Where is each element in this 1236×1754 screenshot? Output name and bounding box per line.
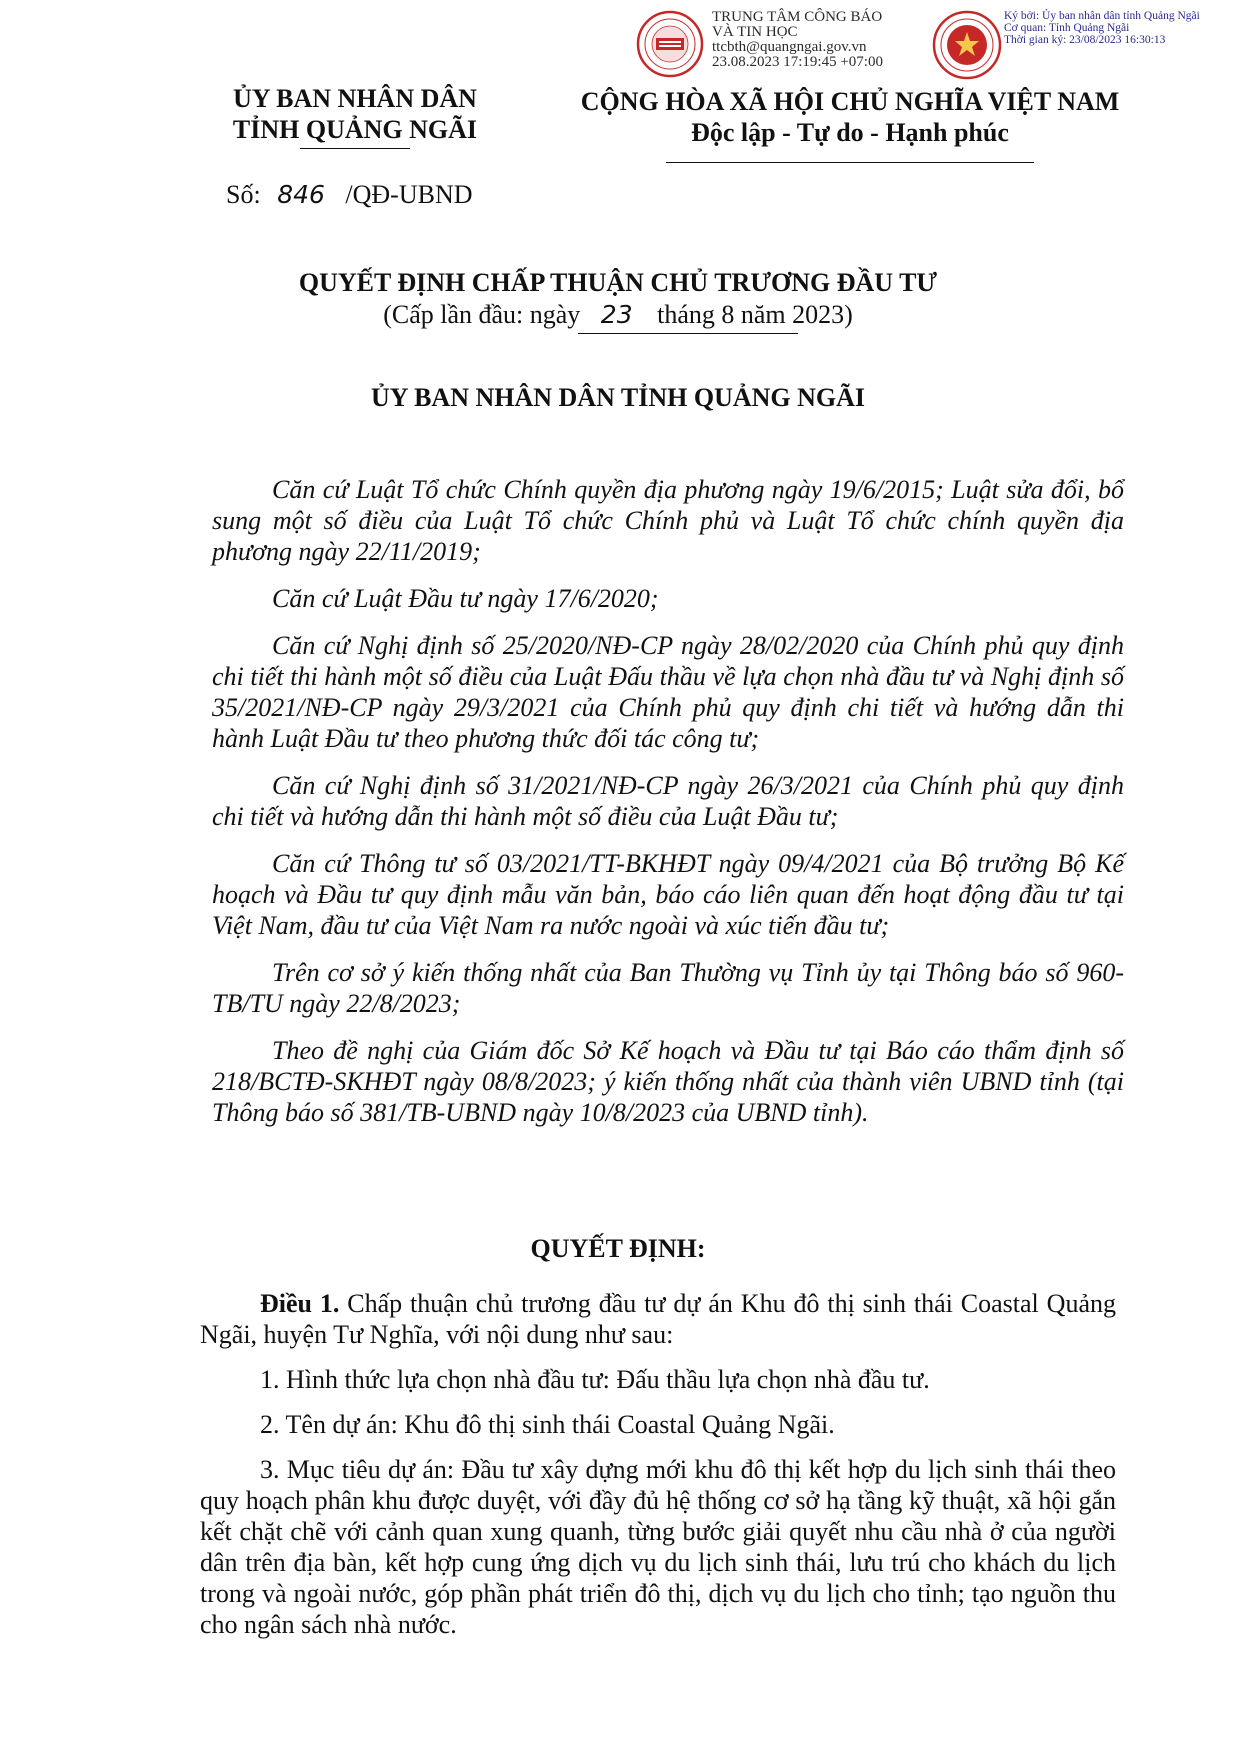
document-number: [226, 180, 473, 210]
document-subtitle: [0, 300, 1236, 330]
doc-number-suffix: /QĐ-UBND: [345, 180, 473, 209]
signature-info: [1004, 10, 1200, 46]
article-1-item: 2. Tên dự án: Khu đô thị sinh thái Coastal Quảng Ngãi.: [260, 1410, 835, 1439]
stamp-email: ttcbth@quangngai.gov.vn: [712, 39, 867, 55]
subtitle-underline: [578, 333, 798, 334]
article-1-label: Điều 1.: [260, 1289, 340, 1318]
article-1-intro: [200, 1288, 1116, 1350]
nation-line2: Độc lập - Tự do - Hạnh phúc: [691, 118, 1009, 147]
stamp-org-line2: VÀ TIN HỌC: [712, 24, 798, 40]
doc-number-handwritten: 846: [277, 180, 325, 209]
article-1-item: 1. Hình thức lựa chọn nhà đầu tư: Đấu thầu lựa chọn nhà đầu tư.: [260, 1365, 930, 1394]
stamp-text-block: [712, 10, 883, 70]
signed-by: Ký bởi: Ủy ban nhân dân tỉnh Quảng Ngãi: [1004, 10, 1200, 22]
agency-line1: ỦY BAN NHÂN DÂN: [233, 84, 477, 113]
preamble-item: Căn cứ Luật Tổ chức Chính quyền địa phương ngày 19/6/2015; Luật sửa đổi, bổ sung một số điều của Luật Tổ chức Chính phủ và Luật Tổ chức chính quyền địa phương ngày 22/11/2019;: [212, 475, 1124, 566]
stamp-timestamp: 23.08.2023 17:19:45 +07:00: [712, 54, 883, 70]
subtitle-suffix: tháng 8 năm 2023): [657, 300, 853, 329]
provincial-emblem-seal: [932, 10, 1002, 80]
publishing-center-seal: [636, 10, 704, 78]
signing-agency: Cơ quan: Tỉnh Quảng Ngãi: [1004, 22, 1130, 34]
agency-header: [200, 83, 510, 145]
preamble-item: Căn cứ Thông tư số 03/2021/TT-BKHĐT ngày 09/4/2021 của Bộ trưởng Bộ Kế hoạch và Đầu tư quy định mẫu văn bản, báo cáo liên quan đến hoạt động đầu tư tại Việt Nam, đầu tư của Việt Nam ra nước ngoài và xúc tiến đầu tư;: [212, 849, 1124, 940]
nation-line1: CỘNG HÒA XÃ HỘI CHỦ NGHĨA VIỆT NAM: [580, 87, 1120, 116]
article-1-item: 3. Mục tiêu dự án: Đầu tư xây dựng mới khu đô thị kết hợp du lịch sinh thái theo quy hoạch phân khu được duyệt, với đầy đủ hệ thống cơ sở hạ tầng kỹ thuật, xã hội gắn kết chặt chẽ với cảnh quan xung quanh, từng bước giải quyết nhu cầu nhà ở của người dân trên địa bàn, kết hợp cung ứng dịch vụ du lịch sinh thái, lưu trú cho khách du lịch trong và ngoài nước, góp phần phát triển đô thị, dịch vụ du lịch cho tỉnh; tạo nguồn thu cho ngân sách nhà nước.: [200, 1455, 1116, 1639]
agency-line2: TỈNH QUẢNG NGÃI: [232, 115, 478, 144]
issuer-heading: ỦY BAN NHÂN DÂN TỈNH QUẢNG NGÃI: [370, 383, 866, 412]
subtitle-prefix: (Cấp lần đầu: ngày: [383, 300, 581, 329]
preamble: [212, 474, 1124, 1128]
agency-underline: [300, 148, 410, 149]
preamble-item: Căn cứ Luật Đầu tư ngày 17/6/2020;: [272, 584, 659, 613]
preamble-item: Theo đề nghị của Giám đốc Sở Kế hoạch và Đầu tư tại Báo cáo thẩm định số 218/BCTĐ-SKHĐT ngày 08/8/2023; ý kiến thống nhất của thành viên UBND tỉnh (tại Thông báo số 381/TB-UBND ngày 10/8/2023 của UBND tỉnh).: [212, 1036, 1124, 1127]
preamble-item: Căn cứ Nghị định số 25/2020/NĐ-CP ngày 28/02/2020 của Chính phủ quy định chi tiết thi hành một số điều của Luật Đấu thầu về lựa chọn nhà đầu tư và Nghị định số 35/2021/NĐ-CP ngày 29/3/2021 của Chính phủ quy định chi tiết và hướng dẫn thi hành Luật Đầu tư theo phương thức đối tác công tư;: [212, 631, 1124, 753]
signing-time: Thời gian ký: 23/08/2023 16:30:13: [1004, 34, 1166, 46]
document-title: QUYẾT ĐỊNH CHẤP THUẬN CHỦ TRƯƠNG ĐẦU TƯ: [298, 268, 938, 297]
decision-heading: QUYẾT ĐỊNH:: [530, 1234, 706, 1263]
subtitle-day-handwritten: 23: [600, 300, 633, 329]
preamble-item: Căn cứ Nghị định số 31/2021/NĐ-CP ngày 26/3/2021 của Chính phủ quy định chi tiết và hướng dẫn thi hành một số điều của Luật Đầu tư;: [212, 771, 1124, 831]
motto-underline: [666, 162, 1034, 163]
doc-number-prefix: Số:: [226, 180, 261, 209]
article-1-text: Chấp thuận chủ trương đầu tư dự án Khu đô thị sinh thái Coastal Quảng Ngãi, huyện Tư Nghĩa, với nội dung như sau:: [200, 1289, 1116, 1349]
stamp-org-line1: TRUNG TÂM CÔNG BÁO: [712, 9, 883, 25]
article-1: [200, 1288, 1116, 1640]
preamble-item: Trên cơ sở ý kiến thống nhất của Ban Thường vụ Tỉnh ủy tại Thông báo số 960-TB/TU ngày 22/8/2023;: [212, 958, 1124, 1018]
nation-header: [550, 86, 1150, 148]
